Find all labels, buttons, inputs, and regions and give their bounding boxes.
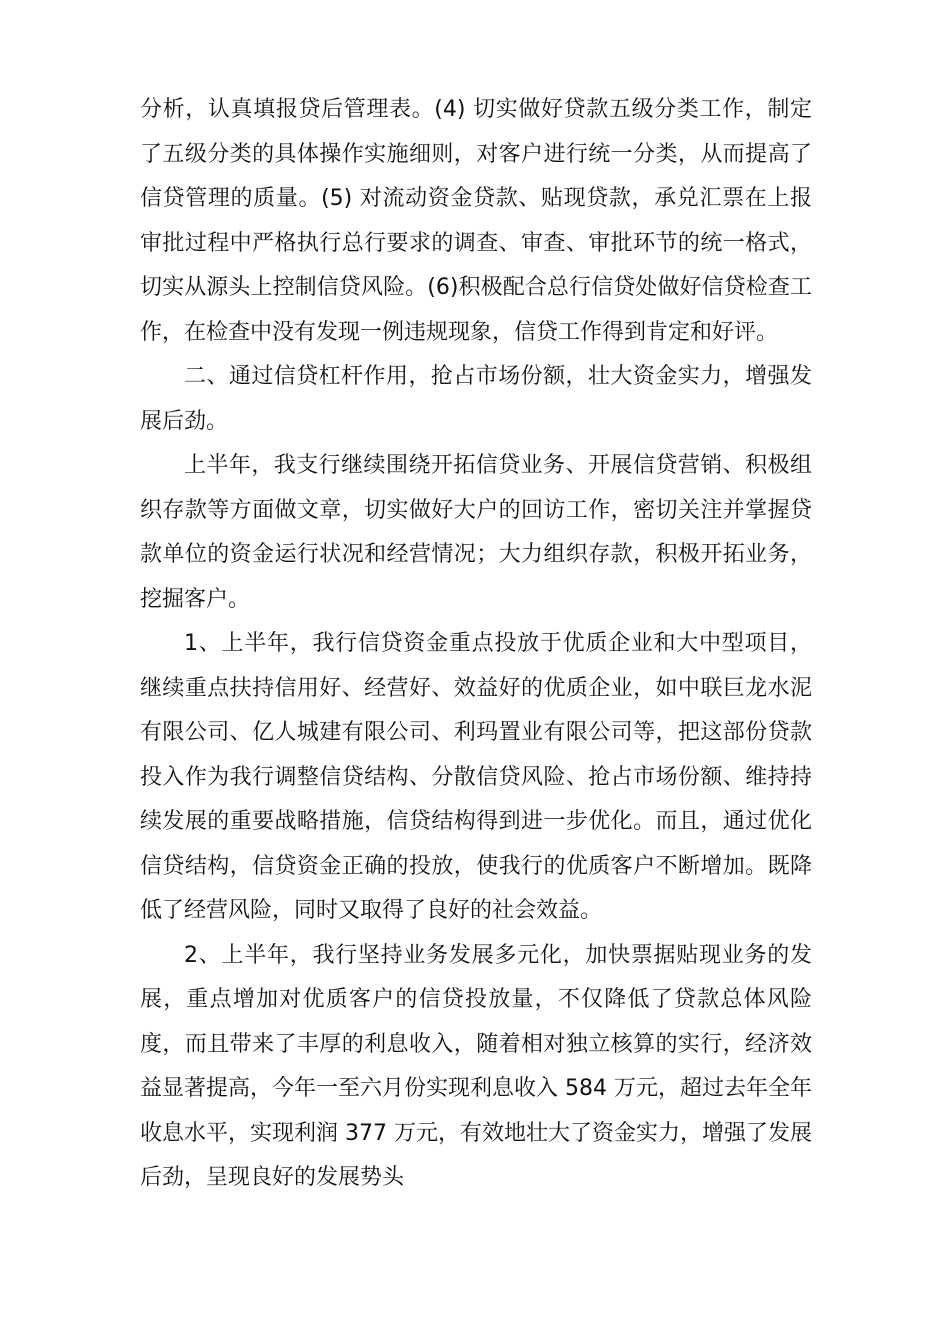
paragraph-credit-management: 分析，认真填报贷后管理表。(4) 切实做好贷款五级分类工作，制定了五级分类的具体操作实施细则，对客户进行统一分类，从而提高了信贷管理的质量。(5) 对流动资金贷款、贴现贷款，承兑汇票在上报审批过程中严格执行总行要求的调查、审查、审批环节的统一格式，切实从源头上控制信贷风险。(6)积极配合总行信贷处做好信贷检查工作，在检查中没有发现一例违规现象，信贷工作得到肯定和好评。 [140,97,812,345]
paragraph-first-half-overview: 上半年，我支行继续围绕开拓信贷业务、开展信贷营销、积极组织存款等方面做文章，切实做好大户的回访工作，密切关注并掌握贷款单位的资金运行状况和经营情况；大力组织存款，积极开拓业务，挖掘客户。 [140,453,812,612]
paragraph-point-one: 1、上半年，我行信贷资金重点投放于优质企业和大中型项目，继续重点扶持信用好、经营好、效益好的优质企业，如中联巨龙水泥有限公司、亿人城建有限公司、利玛置业有限公司等，把这部份贷款投入作为我行调整信贷结构、分散信贷风险、抢占市场份额、维持持续发展的重要战略措施，信贷结构得到进一步优化。而且，通过优化信贷结构，信贷资金正确的投放，使我行的优质客户不断增加。既降低了经营风险，同时又取得了良好的社会效益。 [140,631,812,923]
paragraph-point-two: 2、上半年，我行坚持业务发展多元化，加快票据贴现业务的发展，重点增加对优质客户的信贷投放量，不仅降低了贷款总体风险度，而且带来了丰厚的利息收入，随着相对独立核算的实行，经济效益显著提高，今年一至六月份实现利息收入 584 万元，超过去年全年收息水平，实现利润 377 万元，有效地壮大了资金实力，增强了发展后劲，呈现良好的发展势头 [140,942,812,1190]
paragraph-section-two-heading: 二、通过信贷杠杆作用，抢占市场份额，壮大资金实力，增强发展后劲。 [140,364,812,434]
document-body [140,88,812,1201]
